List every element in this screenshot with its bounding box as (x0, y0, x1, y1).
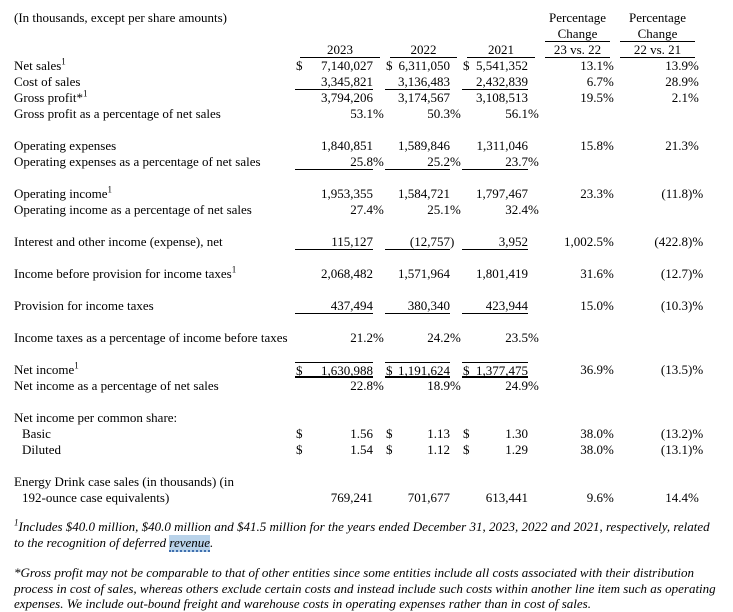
dollar-sign: $ (296, 426, 303, 441)
value-cell (295, 298, 385, 314)
value-cell (385, 474, 462, 490)
percent-sign: % (528, 106, 539, 121)
table-row (14, 426, 718, 442)
percent-sign: % (603, 138, 614, 153)
value-cell (462, 442, 540, 458)
cell-value: 23.7 (505, 154, 528, 169)
cell-value: 9.6 (586, 490, 603, 505)
percent-sign: % (603, 74, 614, 89)
percent-sign: % (450, 330, 461, 345)
table-row (14, 58, 718, 74)
value-cell (385, 378, 462, 394)
paren-suffix: ) (450, 234, 455, 249)
dollar-sign: $ (463, 426, 470, 441)
cell-value: 38.0 (580, 426, 603, 441)
cell-value: 1.54 (350, 442, 373, 457)
value-cell (295, 362, 385, 378)
cell-value: 23.3 (580, 186, 603, 201)
value-cell (295, 330, 385, 346)
change-period-header-1: 23 vs. 22 (540, 42, 615, 58)
value-cell (462, 362, 540, 378)
percent-sign: % (603, 442, 614, 457)
change-cell (540, 474, 615, 490)
value-cell (462, 426, 540, 442)
percent-sign: % (373, 330, 384, 345)
change-cell (615, 426, 704, 442)
row-label: Net income as a percentage of net sales (14, 378, 219, 393)
change-cell (615, 154, 700, 170)
change-period-header-2: 22 vs. 21 (615, 42, 700, 58)
cell-value: 1,311,046 (476, 138, 528, 153)
cell-value: (12.7 (660, 266, 688, 281)
percent-sign: % (373, 106, 384, 121)
value-cell (295, 106, 385, 122)
value-cell (385, 154, 462, 170)
change-cell (615, 410, 700, 426)
cell-value: 31.6 (580, 266, 603, 281)
year-header-2023: 2023 (295, 42, 385, 58)
year-header-2022: 2022 (385, 42, 462, 58)
change-cell (615, 138, 700, 154)
cell-value: 437,494 (330, 298, 373, 313)
value-cell (462, 90, 540, 106)
percent-sign: % (373, 378, 384, 393)
table-row (14, 106, 718, 122)
cell-value: 1,002.5 (564, 234, 603, 249)
change-cell (540, 442, 615, 458)
cell-value: 22.8 (350, 378, 373, 393)
percent-sign: % (450, 154, 461, 169)
table-header-row-years (14, 42, 718, 58)
change-cell (540, 378, 615, 394)
cell-value: 21.2 (350, 330, 373, 345)
change-cell (615, 474, 700, 490)
value-cell (295, 378, 385, 394)
cell-value: 2,068,482 (321, 266, 373, 281)
cell-value: 1.13 (427, 426, 450, 441)
change-cell (540, 362, 615, 378)
percent-sign: % (528, 202, 539, 217)
value-cell (295, 490, 385, 506)
cell-value: 13.9 (665, 58, 688, 73)
cell-value: 1,377,475 (476, 363, 528, 378)
value-cell (462, 298, 540, 314)
table-header-row-2 (14, 26, 718, 42)
cell-value: 6,311,050 (398, 58, 450, 73)
value-cell (385, 442, 462, 458)
change-cell (615, 362, 704, 378)
change-cell (540, 234, 615, 250)
change-cell (540, 330, 615, 346)
cell-value: 38.0 (580, 442, 603, 457)
cell-value: 25.8 (350, 154, 373, 169)
paren-suffix: )% (688, 362, 704, 377)
cell-value: 423,944 (485, 298, 528, 313)
cell-value: 24.9 (505, 378, 528, 393)
value-cell (462, 266, 540, 282)
cell-value: 5,541,352 (476, 58, 528, 73)
cell-value: 380,340 (407, 298, 450, 313)
value-cell (295, 234, 385, 250)
change-header-1: Change (540, 26, 615, 42)
value-cell (462, 474, 540, 490)
value-cell (462, 186, 540, 202)
value-cell (462, 202, 540, 218)
cell-value: 3,136,483 (398, 74, 450, 89)
value-cell (462, 490, 540, 506)
cell-value: 15.0 (580, 298, 603, 313)
value-cell (462, 330, 540, 346)
row-label: Operating expenses (14, 138, 117, 153)
value-cell (295, 266, 385, 282)
table-row (14, 298, 718, 314)
value-cell (462, 74, 540, 90)
cell-value: 769,241 (330, 490, 373, 505)
change-cell (540, 74, 615, 90)
table-row (14, 378, 718, 394)
change-cell (615, 266, 704, 282)
value-cell (295, 138, 385, 154)
change-cell (615, 234, 704, 250)
percent-sign: % (528, 330, 539, 345)
cell-value: 3,108,513 (476, 90, 528, 105)
cell-value: 23.5 (505, 330, 528, 345)
percent-sign: % (603, 426, 614, 441)
value-cell (462, 154, 540, 170)
cell-value: 2,432,839 (476, 74, 528, 89)
value-cell (295, 154, 385, 170)
footnote-asterisk: *Gross profit may not be comparable to that of other entities since some entities include all costs associated with their distribution process in cost of sales, whereas others exclude certain costs and instead include such costs within another line item such as operating expenses. We include out-bound freight and warehouse costs in operating expenses rather than in cost of sales. (14, 565, 716, 611)
table-row (14, 154, 718, 170)
percent-sign: % (450, 378, 461, 393)
change-cell (615, 186, 704, 202)
row-label: Income taxes as a percentage of income before taxes (14, 330, 288, 345)
cell-value: 1,953,355 (321, 186, 373, 201)
change-header-2: Change (615, 26, 700, 42)
value-cell (385, 186, 462, 202)
percent-sign: % (373, 154, 384, 169)
cell-value: (13.1 (660, 442, 688, 457)
percent-sign: % (603, 362, 614, 377)
change-cell (540, 410, 615, 426)
dollar-sign: $ (386, 426, 393, 441)
value-cell (385, 202, 462, 218)
footnotes (14, 519, 718, 612)
cell-value: 1.30 (505, 426, 528, 441)
paren-suffix: )% (688, 426, 704, 441)
change-cell (615, 202, 700, 218)
footnote-marker: 1 (107, 184, 112, 195)
value-cell (385, 58, 462, 74)
table-row (14, 410, 718, 426)
cell-value: 1,571,964 (398, 266, 450, 281)
table-row (14, 362, 718, 378)
table-caption: (In thousands, except per share amounts) (14, 10, 227, 25)
cell-value: 3,952 (498, 234, 528, 249)
cell-value: (13.2 (660, 426, 688, 441)
percent-sign: % (603, 490, 614, 505)
percent-sign: % (688, 90, 699, 105)
dollar-sign: $ (386, 442, 393, 457)
cell-value: 1,630,988 (321, 363, 373, 378)
table-row (14, 490, 718, 506)
change-cell (615, 90, 700, 106)
row-label: Basic (22, 426, 51, 441)
row-label: Operating income$^1$ (14, 184, 112, 201)
value-cell (385, 410, 462, 426)
highlighted-text-revenue: revenue (169, 534, 211, 550)
dollar-sign: $ (296, 442, 303, 457)
cell-value: 25.1 (427, 202, 450, 217)
table-row (14, 234, 718, 250)
value-cell (385, 330, 462, 346)
cell-value: 32.4 (505, 202, 528, 217)
cell-value: 36.9 (580, 362, 603, 377)
percent-sign: % (528, 378, 539, 393)
cell-value: (13.5 (660, 362, 688, 377)
row-label: Net income per common share: (14, 410, 178, 425)
cell-value: 1,797,467 (476, 186, 528, 201)
cell-value: 24.2 (427, 330, 450, 345)
cell-value: (422.8 (654, 234, 688, 249)
value-cell (462, 106, 540, 122)
value-cell (385, 426, 462, 442)
value-cell (385, 106, 462, 122)
change-cell (615, 378, 700, 394)
cell-value: 28.9 (665, 74, 688, 89)
value-cell (385, 298, 462, 314)
dollar-sign: $ (463, 58, 470, 73)
percent-sign: % (450, 106, 461, 121)
dollar-sign: $ (386, 58, 393, 73)
cell-value: (11.8 (661, 186, 688, 201)
change-cell (540, 90, 615, 106)
cell-value: 14.4 (665, 490, 688, 505)
dollar-sign: $ (386, 363, 393, 378)
table-row (14, 138, 718, 154)
table-row (14, 442, 718, 458)
dollar-sign: $ (463, 442, 470, 457)
percent-sign: % (373, 202, 384, 217)
table-row (14, 266, 718, 282)
change-cell (540, 154, 615, 170)
paren-suffix: )% (688, 298, 704, 313)
footnote-marker: 1 (61, 56, 66, 67)
percent-sign: % (603, 298, 614, 313)
cell-value: 1.29 (505, 442, 528, 457)
value-cell (462, 410, 540, 426)
cell-value: 2.1 (671, 90, 688, 105)
cell-value: (10.3 (660, 298, 688, 313)
value-cell (295, 410, 385, 426)
change-cell (615, 330, 700, 346)
change-cell (615, 58, 700, 74)
percent-sign: % (688, 58, 699, 73)
cell-value: 1,801,419 (476, 266, 528, 281)
dollar-sign: $ (296, 58, 303, 73)
cell-value: 27.4 (350, 202, 373, 217)
row-label: Net sales$^1$ (14, 56, 66, 73)
cell-value: 6.7 (586, 74, 603, 89)
row-label: Net income$^1$ (14, 360, 79, 377)
percent-sign: % (603, 186, 614, 201)
paren-suffix: )% (688, 442, 704, 457)
change-cell (540, 426, 615, 442)
percent-sign: % (688, 74, 699, 89)
row-label: Cost of sales (14, 74, 81, 89)
cell-value: 1,840,851 (321, 138, 373, 153)
value-cell (385, 362, 462, 378)
cell-value: 1.12 (427, 442, 450, 457)
value-cell (385, 234, 462, 250)
value-cell (462, 234, 540, 250)
cell-value: 1,589,846 (398, 138, 450, 153)
percent-sign: % (603, 266, 614, 281)
row-label: Gross profit*$^1$ (14, 88, 88, 105)
row-label: Provision for income taxes (14, 298, 154, 313)
value-cell (295, 474, 385, 490)
row-label: Operating expenses as a percentage of net sales (14, 154, 261, 169)
cell-value: 19.5 (580, 90, 603, 105)
footnote-marker: 1 (82, 88, 88, 99)
cell-value: 13.1 (580, 58, 603, 73)
table-row (14, 474, 718, 490)
row-label: Operating income as a percentage of net sales (14, 202, 252, 217)
cell-value: 701,677 (407, 490, 450, 505)
cell-value: 115,127 (331, 234, 373, 249)
paren-suffix: )% (688, 234, 704, 249)
cell-value: 613,441 (485, 490, 528, 505)
cell-value: 56.1 (505, 106, 528, 121)
row-label: Income before provision for income taxes$^1$ (14, 264, 237, 281)
cell-value: 7,140,027 (321, 58, 373, 73)
cell-value: 3,174,567 (398, 90, 450, 105)
change-cell (540, 202, 615, 218)
row-label: Gross profit as a percentage of net sales (14, 106, 221, 121)
change-cell (540, 58, 615, 74)
footnote-1-period: . (210, 534, 214, 550)
cell-value: (12,757 (409, 234, 450, 249)
value-cell (462, 378, 540, 394)
cell-value: 15.8 (580, 138, 603, 153)
change-cell (615, 74, 700, 90)
value-cell (385, 266, 462, 282)
dollar-sign: $ (296, 363, 303, 378)
table-row (14, 186, 718, 202)
footnote-1-marker: 1 (14, 517, 19, 528)
value-cell (385, 90, 462, 106)
value-cell (295, 90, 385, 106)
table-row (14, 202, 718, 218)
change-cell (615, 442, 704, 458)
percent-sign: % (603, 234, 614, 249)
change-cell (540, 490, 615, 506)
income-statement-rows (14, 58, 718, 506)
value-cell (462, 138, 540, 154)
change-cell (540, 138, 615, 154)
change-cell (615, 106, 700, 122)
value-cell (295, 58, 385, 74)
paren-suffix: )% (688, 266, 704, 281)
change-cell (540, 186, 615, 202)
table-row (14, 330, 718, 346)
value-cell (295, 74, 385, 90)
value-cell (462, 58, 540, 74)
percent-sign: % (688, 490, 699, 505)
footnote-marker: 1 (231, 264, 237, 275)
cell-value: 1,584,721 (398, 186, 450, 201)
value-cell (385, 490, 462, 506)
percent-sign: % (528, 154, 539, 169)
cell-value: 1,191,624 (398, 363, 450, 378)
change-cell (540, 298, 615, 314)
value-cell (385, 74, 462, 90)
footnote-1-text: Includes $40.0 million, $40.0 million and $41.5 million for the years ended December 31, 2023, 2022 and 2021, respectively, related to the recognition of deferred (14, 519, 710, 550)
percentage-change-header-1: Percentage (548, 10, 607, 25)
row-label: Energy Drink case sales (in thousands) (in (14, 474, 234, 489)
cell-value: 3,794,206 (321, 90, 373, 105)
row-label: Interest and other income (expense), net (14, 234, 223, 249)
cell-value: 3,345,821 (321, 74, 373, 89)
percent-sign: % (450, 202, 461, 217)
value-cell (295, 186, 385, 202)
value-cell (295, 426, 385, 442)
change-cell (540, 266, 615, 282)
cell-value: 21.3 (665, 138, 688, 153)
table-row (14, 74, 718, 90)
cell-value: 50.3 (427, 106, 450, 121)
dollar-sign: $ (463, 363, 470, 378)
row-label: 192-ounce case equivalents) (22, 490, 170, 505)
change-cell (615, 298, 704, 314)
cell-value: 53.1 (350, 106, 373, 121)
year-header-2021: 2021 (462, 42, 540, 58)
change-cell (615, 490, 700, 506)
row-label: Diluted (22, 442, 61, 457)
table-row (14, 90, 718, 106)
percentage-change-header-2: Percentage (628, 10, 687, 25)
percent-sign: % (603, 58, 614, 73)
percent-sign: % (603, 90, 614, 105)
value-cell (295, 442, 385, 458)
value-cell (385, 138, 462, 154)
footnote-1 (14, 519, 716, 550)
cell-value: 25.2 (427, 154, 450, 169)
table-header-row-1 (14, 10, 718, 26)
cell-value: 1.56 (350, 426, 373, 441)
change-cell (540, 106, 615, 122)
value-cell (295, 202, 385, 218)
footnote-marker: 1 (74, 360, 79, 371)
paren-suffix: )% (688, 186, 704, 201)
cell-value: 18.9 (427, 378, 450, 393)
percent-sign: % (688, 138, 699, 153)
